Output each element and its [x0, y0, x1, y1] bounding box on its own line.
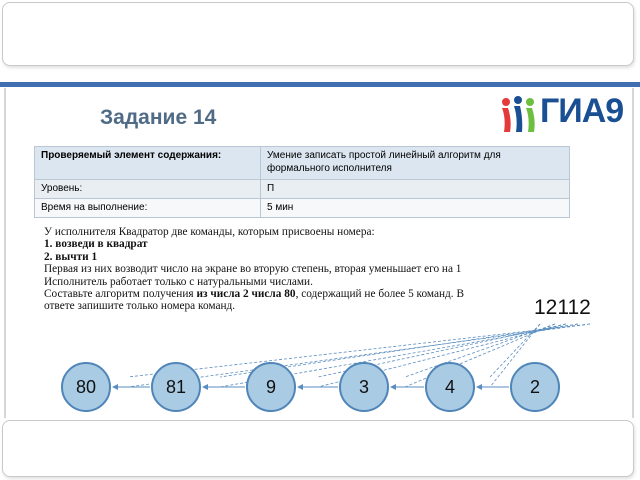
task-question: Составьте алгоритм получения из числа 2 числа 80, содержащий не более 5 команд. В ответе запишите только номера команд.	[44, 288, 464, 313]
number-circle: 81	[151, 362, 201, 412]
table-cell-value: П	[261, 180, 570, 199]
table-cell-label: Проверяемый элемент содержания:	[35, 147, 261, 180]
number-circle: 9	[246, 362, 296, 412]
number-circle: 3	[339, 362, 389, 412]
command-2: 2. вычти 1	[44, 250, 98, 263]
task-description: Первая из них возводит число на экране во вторую степень, вторая уменьшает его на 1	[44, 263, 462, 276]
table-cell-label: Время на выполнение:	[35, 199, 261, 218]
task-intro: У исполнителя Квадратор две команды, которым присвоены номера:	[44, 226, 375, 238]
task-constraint: Исполнитель работает только с натуральными числами.	[44, 275, 313, 288]
table-cell-value: 5 мин	[261, 199, 570, 218]
number-circle: 80	[61, 362, 111, 412]
table-cell-label: Уровень:	[35, 180, 261, 199]
table-cell-value: Умение записать простой линейный алгоритм для формального исполнителя	[261, 147, 570, 180]
command-1: 1. возведи в квадрат	[44, 238, 148, 251]
number-circle: 2	[510, 362, 560, 412]
logo-text: ГИА9	[540, 92, 624, 130]
slide-title: Задание 14	[100, 106, 217, 129]
number-circle: 4	[425, 362, 475, 412]
answer-value: 12112	[534, 296, 591, 319]
